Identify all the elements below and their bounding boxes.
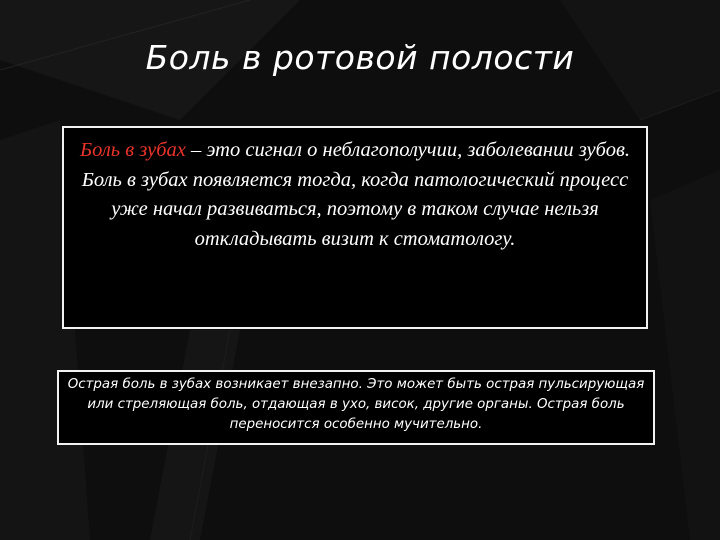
definition-box: [62, 126, 648, 329]
definition-text: – это сигнал о неблагополучии, заболевании зубов. Боль в зубах появляется тогда, когда патологический процесс уже начал развиваться, поэтому в таком случае нельзя откладывать визит к стоматологу.: [81, 139, 630, 250]
acute-pain-text: Острая боль в зубах возникает внезапно. Это может быть острая пульсирующая или стреляющая боль, отдающая в ухо, висок, другие органы. Острая боль переносится особенно мучительно.: [67, 377, 645, 432]
acute-pain-box: [57, 370, 655, 445]
page-title: Боль в ротовой полости: [145, 38, 575, 77]
definition-highlight: Боль в зубах: [80, 139, 186, 161]
